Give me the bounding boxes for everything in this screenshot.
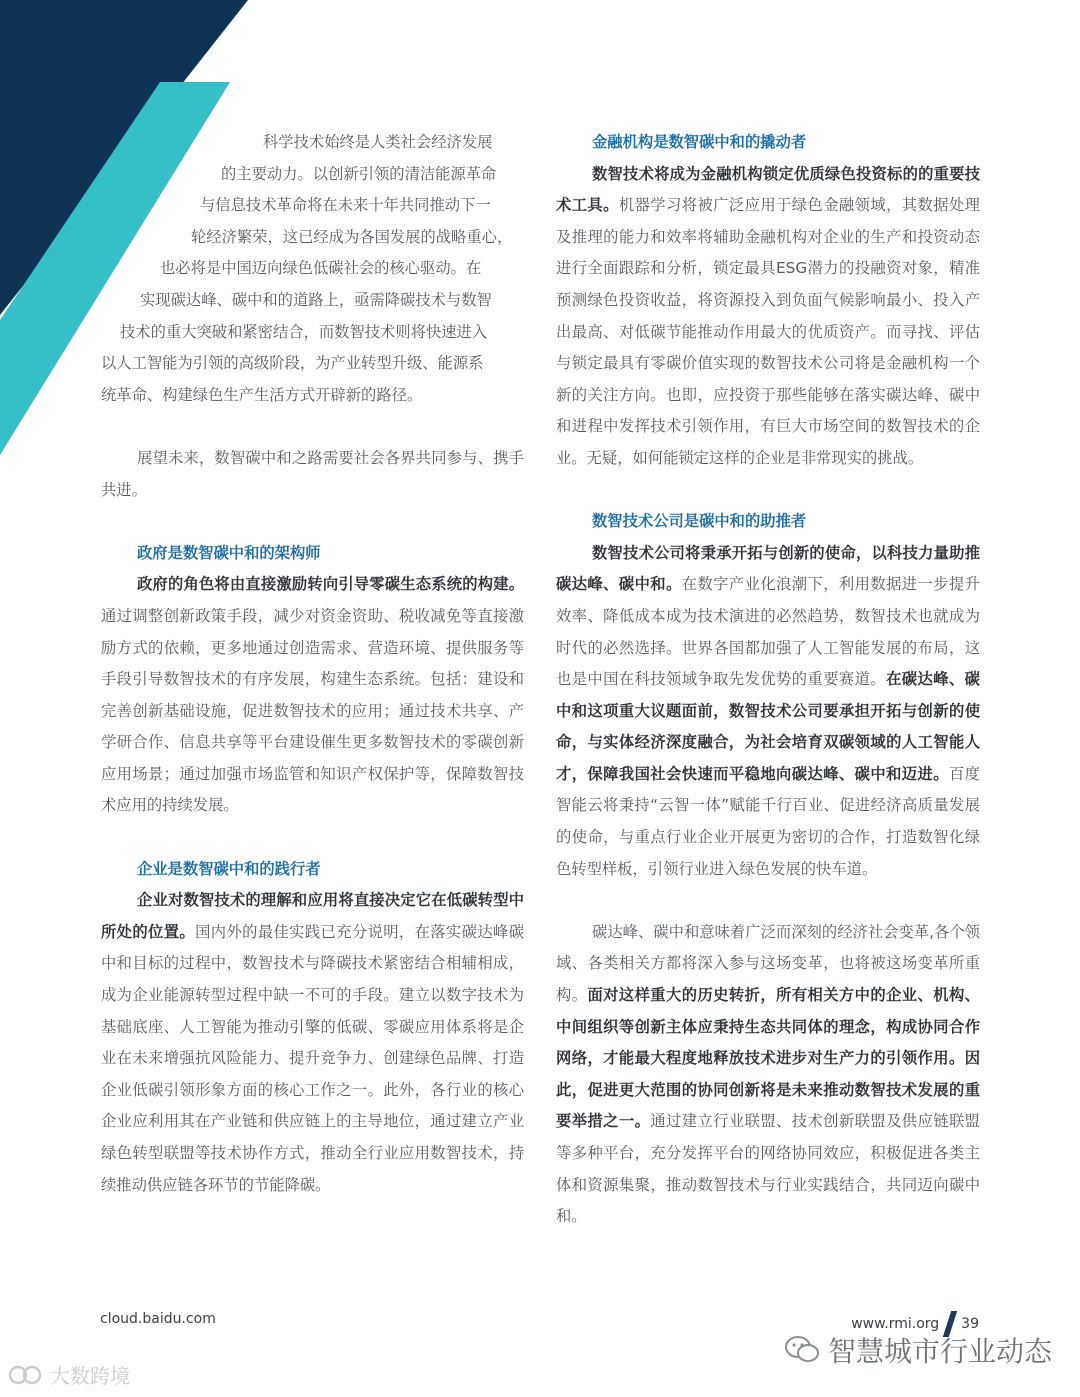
body-text: 在数字产业化浪潮下，利用数据进一步提升效率、降低成本成为技术演进的必然趋势，数智技术也就成为时代的必然选择。世界各国都加强了人工智能发展的布局，这也是中国在科技领域争取先发优势的重要赛道。 xyxy=(556,575,980,689)
intro-line: 的主要动力。以创新引领的清洁能源革命 xyxy=(221,164,497,183)
intro-line: 科学技术始终是人类社会经济发展 xyxy=(263,133,493,151)
intro-paragraph xyxy=(101,127,524,411)
intro-line: 实现碳达峰、碳中和的道路上，亟需降碳技术与数智 xyxy=(140,290,492,309)
watermark-right xyxy=(784,1330,1052,1370)
intro-line: 也必将是中国迈向绿色低碳社会的核心驱动。在 xyxy=(160,259,482,278)
body-text: 通过调整创新政策手段，减少对资金资助、税收减免等直接激励方式的依赖，更多地通过创造需求、营造环境、提供服务等手段引导数智技术的有序发展，构建生态系统。包括：建设和完善创新基础设施，促进数智技术的应用；通过技术共享、产学研合作、信息共享等平台建设催生更多数智技术的零碳创新应用场景；通过加强市场监管和知识产权保护等，保障数智技术应用的持续发展。 xyxy=(101,606,524,815)
bold-lead: 企业对数智技术的理解和应用将直接决定它在低碳转型中所处的位置。 xyxy=(101,891,524,941)
bold-lead: 数智技术将成为金融机构锁定优质绿色投资标的的重要技术工具。 xyxy=(556,164,980,215)
watermark-left xyxy=(6,1360,130,1389)
section-heading-finance: 金融机构是数智碳中和的撬动者 xyxy=(592,133,807,151)
intro-line: 与信息技术革命将在未来十年共同推动下一 xyxy=(200,196,491,215)
bold-lead: 数智技术公司将秉承开拓与创新的使命，以科技力量助推碳达峰、碳中和。 xyxy=(556,543,980,594)
body-text: 通过建立行业联盟、技术创新联盟及供应链联盟等多种平台，充分发挥平台的网络协同效应，积极促进各类主体和资源集聚，推动数智技术与行业实践结合，共同迈向碳中和。 xyxy=(556,1112,980,1226)
intro-line: 轮经济繁荣，这已经成为各国发展的战略重心， xyxy=(191,227,513,246)
footer-website-link[interactable]: cloud.baidu.com xyxy=(100,1311,216,1327)
page-number: 39 xyxy=(961,1316,979,1332)
intro-line: 技术的重大突破和紧密结合，而数智技术则将快速进入 xyxy=(120,322,488,341)
right-column xyxy=(556,127,980,1233)
intro-line: 统革命、构建绿色生产生活方式开辟新的路径。 xyxy=(101,385,423,404)
finance-paragraph xyxy=(556,159,980,475)
closing-paragraph xyxy=(556,917,980,1233)
section-heading-tech-companies: 数智技术公司是碳中和的助推者 xyxy=(592,512,807,531)
bold-lead: 政府的角色将由直接激励转向引导零碳生态系统的构建。 xyxy=(137,575,524,594)
government-paragraph xyxy=(101,569,524,822)
bold-text: 在碳达峰、碳中和这项重大议题面前，数智技术公司要承担开拓与创新的使命，与实体经济深度融合，为社会培育双碳领域的人工智能人才，保障我国社会快速而平稳地向碳达峰、碳中和迈进。 xyxy=(556,670,980,783)
bold-text: 面对这样重大的历史转折，所有相关方中的企业、机构、中间组织等创新主体应秉持生态共同体的理念，构成协同合作网络，才能最大程度地释放技术进步对生产力的引领作用。因此，促进更大范围的协同创新将是未来推动数智技术发展的重要举措之一。 xyxy=(556,986,980,1131)
body-text: 百度智能云将秉持“云智一体”赋能千行百业、促进经济高质量发展的使命，与重点行业企业开展更为密切的合作，打造数智化绿色转型样板，引领行业进入绿色发展的快车道。 xyxy=(556,764,980,878)
body-text: 碳达峰、碳中和意味着广泛而深刻的经济社会变革,各个领域、各类相关方都将深入参与这场变革，也将被这场变革所重构。 xyxy=(556,922,980,1005)
footer-site-link[interactable]: www.rmi.org xyxy=(851,1316,940,1332)
enterprise-paragraph xyxy=(101,885,524,1201)
watermark-text: 智慧城市行业动态 xyxy=(828,1335,1053,1368)
section-heading-enterprise: 企业是数智碳中和的践行者 xyxy=(137,859,321,878)
wechat-icon xyxy=(784,1335,820,1365)
section-heading-government: 政府是数智碳中和的架构师 xyxy=(137,543,321,562)
brand-logo-icon xyxy=(6,1363,46,1387)
intro-line: 以人工智能为引领的高级阶段，为产业转型升级、能源系 xyxy=(101,354,484,373)
left-column xyxy=(101,127,524,1201)
tech-paragraph xyxy=(556,538,980,886)
watermark-text: 大数跨境 xyxy=(50,1364,130,1388)
outlook-paragraph: 展望未来，数智碳中和之路需要社会各界共同参与、携手共进。 xyxy=(101,448,524,499)
body-text: 国内外的最佳实践已充分说明，在落实碳达峰碳中和目标的过程中，数智技术与降碳技术紧密结合相辅相成，成为企业能源转型过程中缺一不可的手段。建立以数字技术为基础底座、人工智能为推动引擎的低碳、零碳应用体系将是企业在未来增强抗风险能力、提升竞争力、创建绿色品牌、打造企业低碳引领形象方面的核心工作之一。此外，各行业的核心企业应利用其在产业链和供应链上的主导地位，通过建立产业绿色转型联盟等技术协作方式，推动全行业应用数智技术，持续推动供应链各环节的节能降碳。 xyxy=(101,922,524,1194)
body-text: 机器学习将被广泛应用于绿色金融领域，其数据处理及推理的能力和效率将辅助金融机构对企业的生产和投资动态进行全面跟踪和分析，锁定最具ESG潜力的投融资对象，精准预测绿色投资收益，将资源投入到负面气候影响最小、投入产出最高、对低碳节能推动作用最大的优质资产。而寻找、评估与锁定最具有零碳价值实现的数智技术公司将是金融机构一个新的关注方向。也即，应投资于那些能够在落实碳达峰、碳中和进程中发挥技术引领作用，有巨大市场空间的数智技术的企业。无疑，如何能锁定这样的企业是非常现实的挑战。 xyxy=(556,196,980,467)
